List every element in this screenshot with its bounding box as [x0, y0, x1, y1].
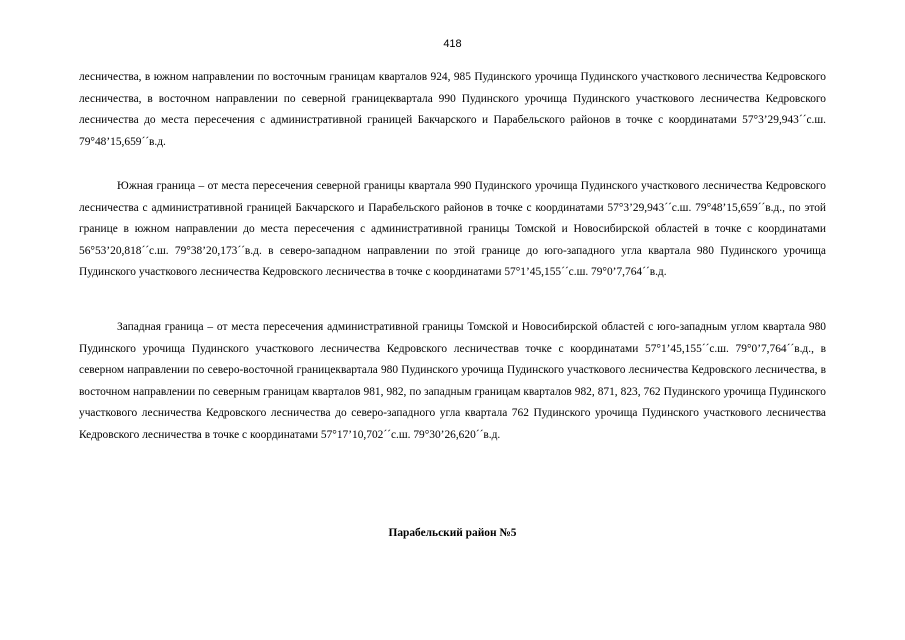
- section-heading: Парабельский район №5: [388, 527, 517, 539]
- paragraph-western-boundary: Западная граница – от места пересечения административной границы Томской и Новосибирской областей с юго-западным углом квартала 980 Пудинского урочища Пудинского участкового лесничества Кедровского лесничествав точке с координатами 57°1’45,155´´с.ш. 79°0’7,764´´в.д., в северном направлении по северо-восточной границеквартала 980 Пудинского урочища Пудинского участкового лесничества Кедровского лесничества, в восточном направлении по северным границам кварталов 981, 982, по западным границам кварталов 982, 871, 823, 762 Пудинского урочища Пудинского участкового лесничества Кедровского лесничества до северо-западного угла квартала 762 Пудинского урочища Пудинского участкового лесничества Кедровского лесничества в точке с координатами 57°17’10,702´´с.ш. 79°30’26,620´´в.д.: [79, 321, 826, 441]
- paragraph-southern-boundary: Южная граница – от места пересечения северной границы квартала 990 Пудинского урочища Пудинского участкового лесничества Кедровского лесничества с административной границей Бакчарского и Парабельского районов в точке с координатами 57°3’29,943´´с.ш. 79°48’15,659´´в.д., по этой границе в южном направлении до места пересечения с административной границы Томской и Новосибирской областей в точке с координатами 56°53’20,818´´с.ш. 79°38’20,173´´в.д. в северо-западном направлении по этой границе до юго-западного угла квартала 980 Пудинского урочища Пудинского участкового лесничества Кедровского лесничества в точке с координатами 57°1’45,155´´с.ш. 79°0’7,764´´в.д.: [79, 180, 826, 278]
- paragraph-eastern-boundary-continuation: лесничества, в южном направлении по восточным границам кварталов 924, 985 Пудинского урочища Пудинского участкового лесничества Кедровского лесничества, в восточном направлении по северной границеквартала 990 Пудинского урочища Пудинского участкового лесничества Кедровского лесничества до места пересечения с административной границей Бакчарского и Парабельского районов в точке с координатами 57°3’29,943´´с.ш. 79°48’15,659´´в.д.: [79, 71, 826, 148]
- page-number: 418: [443, 38, 462, 50]
